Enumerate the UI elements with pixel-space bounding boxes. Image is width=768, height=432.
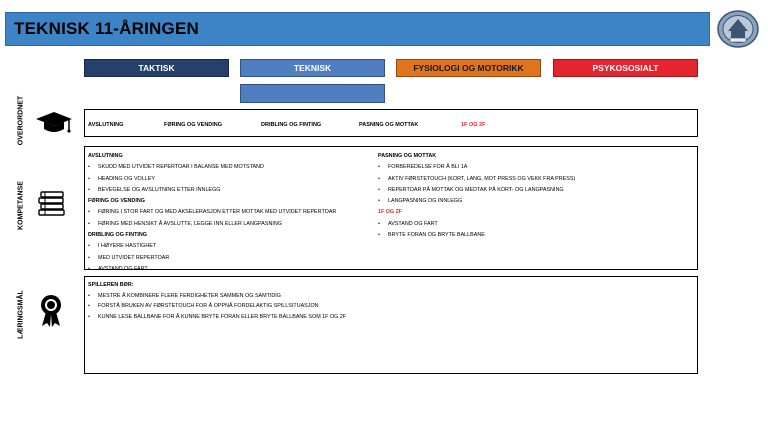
kompetanse-left-column <box>88 151 336 275</box>
tab-taktisk[interactable]: TAKTISK <box>84 59 229 77</box>
tab-teknisk[interactable]: TEKNISK <box>240 59 385 77</box>
teknisk-subtab[interactable] <box>240 84 385 103</box>
list-item: • LANGPASNING OG INNLEGG <box>378 196 575 207</box>
list-item: • I HØYERE HASTIGHET <box>88 241 336 252</box>
list-item: • AKTIV FØRSTETOUCH (KORT, LANG, MOT PRESS OG VEKK FRA PRESS) <box>378 174 575 185</box>
list-item: • FØRING MED HENSIKT Å AVSLUTTE, LEGGE INN ELLER LANGPASNING <box>88 219 336 230</box>
tab-fysiologi-og-motorikk[interactable]: FYSIOLOGI OG MOTORIKK <box>396 59 541 77</box>
kompetanse-box <box>84 146 698 270</box>
books-icon <box>38 190 68 216</box>
subsection-heading: DRIBLING OG FINTING <box>88 232 147 239</box>
tab-psykososialt[interactable]: PSYKOSOSIALT <box>553 59 698 77</box>
kompetanse-right-column <box>378 151 575 241</box>
overordnet-box <box>84 109 698 137</box>
list-item: • FORBEREDELSE FOR Å BLI 1A <box>378 162 575 173</box>
graduation-cap-icon <box>34 110 74 136</box>
subsection-heading: AVSLUTNING <box>88 153 123 159</box>
overordnet-item: FØRING OG VENDING <box>164 122 223 128</box>
list-item: • BEVEGELSE OG AVSLUTNING ETTER INNLEGG <box>88 185 336 196</box>
overordnet-item: AVSLUTNING <box>88 122 124 128</box>
overordnet-item: PASNING OG MOTTAK <box>359 122 419 128</box>
list-item: • REPERTOAR PÅ MOTTAK OG MEDTAK PÅ KORT- OG LANGPASNING <box>378 185 575 196</box>
laeringsmal-heading: SPILLEREN BØR: <box>88 282 134 288</box>
subsection-heading: PASNING OG MOTTAK <box>378 153 437 159</box>
subsection-heading: FØRING OG VENDING <box>88 198 145 205</box>
list-item: • MED UTVIDET REPERTOAR <box>88 253 336 264</box>
list-item: • MESTRE Å KOMBINERE FLERE FERDIGHETER SAMMEN OG SAMTIDIG <box>88 291 346 302</box>
list-item: • AVSTAND OG FART <box>378 219 575 230</box>
list-item: • SKUDD MED UTVIDET REPERTOAR I BALANSE MED MOTSTAND <box>88 162 336 173</box>
page-header <box>5 12 710 46</box>
list-item: • HEADING OG VOLLEY <box>88 174 336 185</box>
overordnet-item: DRIBLING OG FINTING <box>261 122 322 128</box>
list-item: • AVSTAND OG FART <box>88 264 336 275</box>
section-label-laeringsmal: LÆRINGSMÅL <box>17 290 25 339</box>
club-crest-icon <box>716 9 760 49</box>
list-item: • BRYTE FORAN OG BRYTE BALLBANE <box>378 230 575 241</box>
list-item: • FØRING I STOR FART OG MED AKSELERASJON ETTER MOTTAK MED UTVIDET REPERTOAR <box>88 207 336 218</box>
section-label-overordnet: OVERORDNET <box>17 95 25 146</box>
laeringsmal-list <box>88 280 346 322</box>
section-label-kompetanse: KOMPETANSE <box>17 181 25 230</box>
subsection-heading: 1F OG 2F <box>378 209 402 216</box>
page-title: TEKNISK 11-ÅRINGEN <box>14 19 199 38</box>
list-item: • FORSTÅ BRUKEN AV FØRSTETOUCH FOR Å OPPNÅ FORDELAKTIG SPILLSITUASJON <box>88 301 346 312</box>
overordnet-item: 1F OG 2F <box>461 122 486 128</box>
award-ribbon-icon <box>38 294 64 328</box>
list-item: • KUNNE LESE BALLBANE FOR Å KUNNE BRYTE FORAN ELLER BRYTE BALLBANE SOM 1F OG 2F <box>88 312 346 323</box>
laeringsmal-box <box>84 276 698 374</box>
